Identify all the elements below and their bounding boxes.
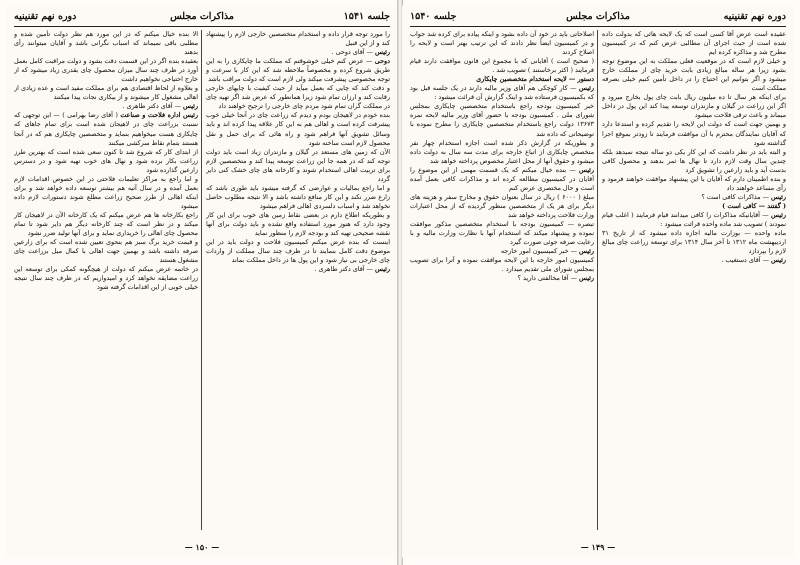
paragraph: و قیمت خرید برگ سبز هم بنحوی تعیین شده است که برای زارعین صرفه داشته باشد و بهمین جهت اهالی با کمال میل بزراعت چای مشغول هستند <box>14 238 198 265</box>
paragraph: و بنده اطمینان دارم که آقایان با این پیشنهاد موافقت خواهند فرمود و رأی مساعد خواهند داد <box>602 174 786 192</box>
paragraph: و خیلی لازم است که در موقعیت فعلی مملکت به این موضوع توجه بشود زیرا هر ساله مبالغ زیادی بابت خرید چای از مملکت خارج میشود و اگر بتوانیم این احتیاج را در داخل تأمین کنیم خیلی بصرفه مملکت است <box>602 57 786 93</box>
right-page-number: — ۱۴۹ — <box>580 542 616 552</box>
paragraph: و بهمین جهت است که دولت این لایحه را تقدیم کرده و استدعا دارد که آقایان نمایندگان محترم با آن موافقت فرمایند تا زودتر بموقع اجرا گذاشته شود <box>602 120 786 147</box>
left-term-label: دوره نهم تقنینیه <box>14 11 77 22</box>
right-running-title: مذاکرات مجلس <box>566 11 630 22</box>
right-session-number: جلسه ۱۵۴۰ <box>410 11 457 22</box>
paragraph: الآن که زمین های مستعد در گیلان و مازندران زیاد است باید دولت توجه کند که در همه جا این زراعت توسعه پیدا کند و متخصصین لازم برای تربیت اهالی استخدام شوند و کارخانه های چای خشک کنی دایر گردد <box>206 147 390 183</box>
right-page-header <box>410 10 786 27</box>
paragraph: اصلاحاتی باید در خود آن داده بشود و اینکه پیاده برای کرده شد جواب و در کمیسیون ایضاً نظر دادند که این ترتیب بهتر است و لایحه را اصلاح کردند <box>410 30 594 57</box>
column-divider <box>201 30 202 530</box>
right-term-label: دوره نهم تقنینیه <box>723 11 786 22</box>
paragraph: رئیس — آقای دکتر طاهری . <box>122 102 198 111</box>
paragraph: دستور — لایحه استخدام متخصصین چایکاری <box>476 75 594 84</box>
left-page-right-column <box>206 30 390 530</box>
left-running-title: مذاکرات مجلس <box>170 11 234 22</box>
paragraph: و اما راجع به مراکز تعلیمات فلاحتی در این خصوص اقدامات لازم بعمل آمده و در سال آتیه هم بیشتر توسعه داده خواهد شد و برای اینکه اهالی از طرز صحیح زراعت مطلع شوند دستورات لازم داده میشود <box>14 174 198 210</box>
left-page-header <box>14 10 390 27</box>
paragraph: اینست که بنده عرض میکنم کمیسیون فلاحت و دولت باید در این موضوع دقت کامل بنمایند تا در ظرف چند سال مملکت از واردات چای خارجی بی نیاز شود و این پول ها در داخل مملکت بماند <box>206 238 390 265</box>
paragraph: رئیس — بنده خیال میکنم که یک قسمت مهمی از این موضوع را آقایان در کمیسیون مطالعه کرده اند و مذاکرات کافی بعمل آمده است و حال مختصری عرض کنم <box>410 165 594 192</box>
paragraph: و اما راجع بمالیات و عوارضی که گرفته میشود باید طوری باشد که زارع ضرر نکند و این کار منافع داشته باشد و الا نتیجه مطلوب حاصل نخواهد شد و اسباب دلسردی اهالی فراهم میشود <box>206 183 390 210</box>
paragraph: بعقیده بنده اگر در این قسمت دقت بشود و دولت مراقبت کامل بعمل آورد در ظرف چند سال میزان محصول چای بقدری زیاد میشود که از خارج احتیاجی نخواهیم داشت <box>14 57 198 84</box>
right-page-left-column <box>410 30 594 530</box>
paragraph: رئیس اداره فلاحت و صناعت ( آقای رضا بهرامی ) — این توجهی که نسبت بزراعت چای در لاهیجان شده است برای تمام جاهای که چایکاری هست میخواهیم بنماید و متخصصین چایکاری هم که در آنجا هستند بتمام نقاط سرکشی میکنند <box>14 111 198 147</box>
paragraph: عقیده است عرض آقا کسی است که یک لایحه هائی که بدولت داده شده است از حیث اجرای آن مطالبی عرض کنم که در کمیسیون مطرح شد و مذاکره کرده ایم <box>602 30 786 57</box>
left-page <box>6 6 398 558</box>
paragraph: برای اینکه هر سال تا ده میلیون ریال بابت چای پول بخارج میرود و اگر این زراعت در گیلان و مازندران توسعه پیدا کند این پول در داخل میماند و باعث ترقی فلاحت میشود <box>602 93 786 120</box>
paragraph: الا بنده خیال میکنم که در این مورد هم نظر دولت تأمین شده و مطلبی باقی نمیماند که اسباب نگرانی باشد و آقایان میتوانند رأی بدهند <box>14 30 198 57</box>
paragraph: رئیس — آقای دوحی . <box>331 48 390 57</box>
paragraph: و بعلاوه از لحاظ اقتصادی هم برای مملکت مفید است و عده زیادی از اهالی مشغول کار میشوند و از بیکاری نجات پیدا میکنند <box>14 84 198 102</box>
paragraph: و بطوریکه اطلاع دارم در بعضی نقاط زمین های خوب برای این کار وجود دارد که هنوز مورد استفاده واقع نشده و باید دولت برای آنها نقشه صحیحی تهیه کند و بودجه لازم را منظور نماید <box>206 210 390 238</box>
paragraph: و البته باید در نظر داشت که این کار یکی دو ساله نتیجه نمیدهد بلکه چندین سال وقت لازم دارد تا نهال ها ثمر بدهند و محصول کافی بدست آید و باید زارعین را تشویق کرد <box>602 147 786 174</box>
paragraph: رئیس — آقای دکتر طاهری . <box>314 265 390 274</box>
right-page <box>402 6 794 558</box>
paragraph: رئیس — مذاکرات کافی است ؟ <box>701 192 786 201</box>
paragraph: را مورد توجه قرار داده و استخدام متخصصین خارجی لازم را پیشنهاد کند و از این قبیل <box>206 30 390 48</box>
paragraph: دوحی — عرض کنم خیلی خوشوقتم که مملکت ما چایکاری را به این طریق شروع کرده و مخصوصاً ملاحظه شد که این کار با سرعت و توجه مخصوصی پیشرفت میکند ولی لازم است که دولت مراقب باشد <box>206 57 390 84</box>
paragraph: راجع بکارخانه ها هم عرض میکنم که یک کارخانه الآن در لاهیجان کار میکند و در نظر است که چند کارخانه دیگر هم دایر شود تا تمام محصول چای اهالی را خریداری نماید و برای آنها تولید ضرر نشود <box>14 210 198 238</box>
paragraph: کمیسیون امور خارجه با این لایحه موافقت نموده و آنرا برای تصویب بمجلس شورای ملی تقدیم میدارد . <box>410 256 594 274</box>
paragraph: ماده واحده — بوزارت مالیه اجازه داده میشود که از تاریخ ۳۱ اردیبهشت ماه ۱۳۱۲ تا آخر سال ۱۳۱۴ برای توسعه زراعت چای مبالغ لازم را بپردازد <box>602 229 786 256</box>
paragraph: رئیس — آقایانیکه مذاکرات را کافی میدانند قیام فرمایند ( اغلب قیام نمودند ) تصویب شد ماده واحده قرائت میشود : <box>602 210 786 228</box>
paragraph: و دقت کند که چایی که بعمل میآید از حیث کیفیت با چایهای خارجی رقابت کند و ارزان تمام شود زیرا همانطور که عرض شد اگر تهیه چای در مملکت گران تمام شود مردم چای خارجی را ترجیح خواهند داد <box>206 84 390 111</box>
paragraph: و بطوریکه در گزارش ذکر شده است اجازه استخدام چهار نفر متخصص چایکاری از اتباع خارجه برای مدت سه سال به دولت داده میشود و حقوق آنها از محل اعتبار مخصوص پرداخته خواهد شد <box>410 138 594 165</box>
paragraph: رئیس — آقا مخالفتی دارید ؟ <box>517 274 594 283</box>
paragraph: در خاتمه عرض میکنم که دولت از هیچگونه کمکی برای توسعه این زراعت مضایقه نخواهد کرد و امیدواریم که در ظرف چند سال نتیجه خیلی خوبی از این اقدامات گرفته شود <box>14 265 198 292</box>
paragraph: رئیس — خبر کمیسیون امور خارجه <box>500 247 594 256</box>
left-page-left-column <box>14 30 198 530</box>
left-page-number: — ۱۵۰ — <box>184 542 220 552</box>
column-divider <box>597 30 598 530</box>
paragraph: بنده خودم در لاهیجان بودم و دیدم که زراعت چای در آنجا خیلی خوب پیشرفت کرده است و اهالی هم به این کار علاقه پیدا کرده اند و باید وسائل تشویق آنها فراهم شود و راه هائی که برای حمل و نقل محصول لازم است ساخته شود <box>206 111 390 147</box>
paragraph: ( صحیح است ) آقایانی که با مجموع این قانون موافقت دارند قیام فرمایند ( اکثر برخاستند ) تصویب شد . <box>410 57 594 75</box>
paragraph: خبر کمیسیون بودجه راجع باستخدام متخصصین چایکاری بمجلس شورای ملی . کمیسیون بودجه با حضور آقای وزیر مالیه لایحه نمره ۱۳۶۷۳ دولت راجع باستخدام متخصصین چایکاری را مطرح نموده با توضیحاتی که داده شد <box>410 102 594 138</box>
paragraph: از ابتدای کار که شروع شد تا کنون سعی شده است که بهترین طرز زراعت بکار برده شود و نهال های خوب تهیه شود و در دسترس زارعین گذارده شود <box>14 147 198 174</box>
paragraph: مبلغ ( ۶۰۰۰ ) ریال در سال بعنوان حقوق و مخارج سفر و هزینه های دیگر برای هر یک از متخصصین منظور گردیده که از محل اعتبارات وزارت فلاحت پرداخته خواهد شد <box>410 192 594 219</box>
left-session-number: جلسه ۱۵۴۱ <box>343 11 390 22</box>
right-page-right-column <box>602 30 786 530</box>
paragraph: ( گفتند — کافی است ) <box>722 201 786 210</box>
paragraph: تبصره — کمیسیون بودجه با استخدام متخصصین مذکور موافقت نموده و پیشنهاد میکند که استخدام آنها با نظارت وزارت مالیه و با رعایت صرفه جوئی صورت گیرد <box>410 219 594 247</box>
paragraph: رئیس — آقای دستغیب . <box>721 256 786 265</box>
paragraph: رئیس — کار کوچکی هم آقای وزیر مالیه دارند در یک جلسه قبل بود که بکمیسیون فرستاده شد و اینک گزارش آن قرائت میشود : <box>410 84 594 102</box>
